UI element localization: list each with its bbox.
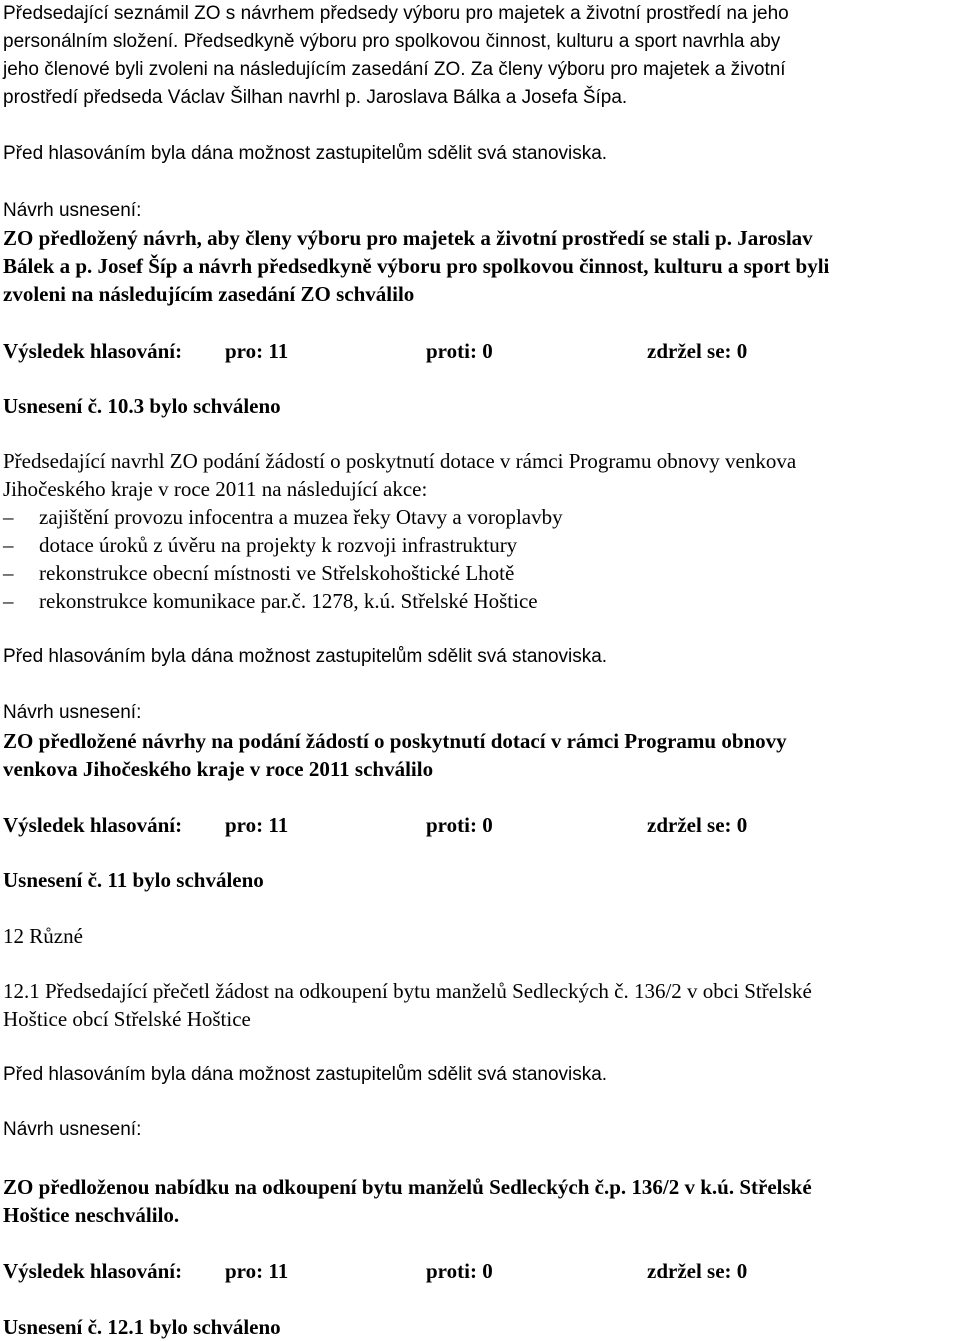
vote-result [3,1257,958,1285]
proposal-heading: Návrh usnesení: [3,702,142,723]
vote-for: pro: 11 [225,813,289,837]
resolution-status: Usnesení č. 12.1 bylo schváleno [3,1315,281,1339]
text-line: Předsedající seznámil ZO s návrhem předsedy výboru pro majetek a životní prostředí na jeho [3,3,789,24]
paragraph-apartment-request [3,977,958,1033]
dash-bullet: – [3,561,14,585]
grant-actions-list [3,503,958,615]
vote-for: pro: 11 [225,339,289,363]
list-item: – dotace úroků z úvěru na projekty k rozvoji infrastruktury [3,533,518,557]
vote-against: proti: 0 [426,1259,493,1283]
vote-label: Výsledek hlasování: [3,813,183,837]
text-line: prostředí předseda Václav Šilhan navrhl p. Jaroslava Bálka a Josefa Šípa. [3,87,628,108]
proposal-text [3,727,958,783]
section-heading: 12 Různé [3,924,83,948]
dash-bullet: – [3,505,14,529]
vote-label: Výsledek hlasování: [3,1259,183,1283]
list-item: – rekonstrukce komunikace par.č. 1278, k.ú. Střelské Hoštice [3,589,538,613]
vote-abstain: zdržel se: 0 [647,339,748,363]
resolution-status: Usnesení č. 10.3 bylo schváleno [3,394,281,418]
text-line: zvoleni na následujícím zasedání ZO schválilo [3,282,415,306]
dash-bullet: – [3,533,14,557]
discussion-statement: Před hlasováním byla dána možnost zastupitelům sdělit svá stanoviska. [3,1064,608,1085]
text-line: Předsedající navrhl ZO podání žádostí o poskytnutí dotace v rámci Programu obnovy venkova [3,449,797,473]
discussion-statement: Před hlasováním byla dána možnost zastupitelům sdělit svá stanoviska. [3,646,608,667]
dash-bullet: – [3,589,14,613]
text-line: ZO předloženou nabídku na odkoupení bytu manželů Sedleckých č.p. 136/2 v k.ú. Střelské [3,1175,812,1199]
vote-label: Výsledek hlasování: [3,339,183,363]
text-line: Bálek a p. Josef Šíp a návrh předsedkyně výboru pro spolkovou činnost, kulturu a sport byli [3,254,830,278]
vote-result [3,811,958,839]
text-line: Hoštice obcí Střelské Hoštice [3,1007,251,1031]
resolution-status: Usnesení č. 11 bylo schváleno [3,868,264,892]
vote-against: proti: 0 [426,813,493,837]
proposal-heading: Návrh usnesení: [3,1119,142,1140]
text-line: personálním složení. Předsedkyně výboru pro spolkovou činnost, kulturu a sport navrhla aby [3,31,781,52]
text-line: 12.1 Předsedající přečetl žádost na odkoupení bytu manželů Sedleckých č. 136/2 v obci Střelské [3,979,812,1003]
text-line: venkova Jihočeského kraje v roce 2011 schválilo [3,757,434,781]
proposal-text [3,224,958,308]
text-line: jeho členové byli zvoleni na následujícím zasedání ZO. Za členy výboru pro majetek a životní [3,59,786,80]
vote-abstain: zdržel se: 0 [647,1259,748,1283]
vote-abstain: zdržel se: 0 [647,813,748,837]
vote-for: pro: 11 [225,1259,289,1283]
list-item: – rekonstrukce obecní místnosti ve Střelskohoštické Lhotě [3,561,515,585]
discussion-statement: Před hlasováním byla dána možnost zastupitelům sdělit svá stanoviska. [3,143,608,164]
text-line: Jihočeského kraje v roce 2011 na následující akce: [3,477,428,501]
proposal-text [3,1173,958,1229]
text-line: Hoštice neschválilo. [3,1203,180,1227]
proposal-heading: Návrh usnesení: [3,200,142,221]
list-item: – zajištění provozu infocentra a muzea řeky Otavy a voroplavby [3,505,563,529]
paragraph-committee-intro [3,0,958,112]
vote-against: proti: 0 [426,339,493,363]
paragraph-grant-intro [3,447,958,503]
text-line: ZO předložené návrhy na podání žádostí o poskytnutí dotací v rámci Programu obnovy [3,729,787,753]
text-line: ZO předložený návrh, aby členy výboru pro majetek a životní prostředí se stali p. Jaroslav [3,226,813,250]
vote-result [3,337,958,365]
